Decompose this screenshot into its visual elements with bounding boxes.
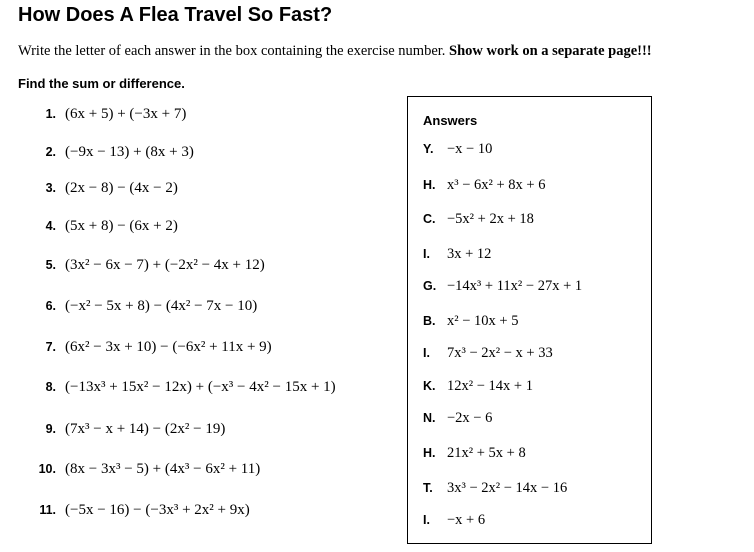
problem-expression: (5x + 8) − (6x + 2) xyxy=(65,217,178,234)
problem-item xyxy=(28,293,257,319)
answer-expression: −2x − 6 xyxy=(447,409,493,426)
answer-item xyxy=(423,174,545,196)
problem-expression: (−5x − 16) − (−3x³ + 2x² + 9x) xyxy=(65,501,250,518)
problem-item xyxy=(28,416,225,442)
answer-letter: K. xyxy=(423,379,436,393)
answer-letter: B. xyxy=(423,314,436,328)
problem-item xyxy=(28,252,265,278)
answer-item xyxy=(423,208,534,230)
problem-number: 8. xyxy=(45,380,56,394)
problem-expression: (2x − 8) − (4x − 2) xyxy=(65,179,178,196)
answer-letter: I. xyxy=(423,346,430,360)
problem-number: 5. xyxy=(45,258,56,272)
answer-expression: −x − 10 xyxy=(447,140,493,157)
answer-item xyxy=(423,342,553,364)
problem-item xyxy=(28,175,178,201)
answer-item xyxy=(423,477,567,499)
answer-letter: Y. xyxy=(423,142,434,156)
problem-item xyxy=(28,497,250,523)
answer-item xyxy=(423,375,533,397)
answer-item xyxy=(423,243,491,265)
answer-letter: C. xyxy=(423,212,436,226)
problem-expression: (−9x − 13) + (8x + 3) xyxy=(65,143,194,160)
answer-letter: H. xyxy=(423,178,436,192)
answer-expression: x² − 10x + 5 xyxy=(447,312,519,329)
problem-item xyxy=(28,101,186,127)
problem-expression: (−x² − 5x + 8) − (4x² − 7x − 10) xyxy=(65,297,258,314)
answer-letter: G. xyxy=(423,279,437,293)
answer-letter: H. xyxy=(423,446,436,460)
problem-expression: (7x³ − x + 14) − (2x² − 19) xyxy=(65,420,226,437)
problem-number: 2. xyxy=(45,145,56,159)
answer-expression: 3x + 12 xyxy=(447,245,492,262)
problem-number: 1. xyxy=(45,107,56,121)
answer-item xyxy=(423,310,518,332)
problem-expression: (6x + 5) + (−3x + 7) xyxy=(65,105,187,122)
answer-letter: T. xyxy=(423,481,433,495)
answer-expression: x³ − 6x² + 8x + 6 xyxy=(447,176,546,193)
problem-number: 4. xyxy=(45,219,56,233)
answer-expression: 3x³ − 2x² − 14x − 16 xyxy=(447,479,568,496)
problem-number: 7. xyxy=(45,340,56,354)
problem-expression: (−13x³ + 15x² − 12x) + (−x³ − 4x² − 15x + 1) xyxy=(65,378,336,395)
answer-item xyxy=(423,407,492,429)
answer-expression: 21x² + 5x + 8 xyxy=(447,444,526,461)
page-title: How Does A Flea Travel So Fast? xyxy=(18,4,333,26)
problem-item xyxy=(28,374,336,400)
answer-letter: N. xyxy=(423,411,436,425)
answer-expression: 7x³ − 2x² − x + 33 xyxy=(447,344,553,361)
answers-title: Answers xyxy=(423,113,478,128)
answer-item xyxy=(423,138,492,160)
answer-expression: −5x² + 2x + 18 xyxy=(447,210,534,227)
answer-item xyxy=(423,442,526,464)
problem-item xyxy=(28,334,272,360)
problem-expression: (8x − 3x³ − 5) + (4x³ − 6x² + 11) xyxy=(65,460,261,477)
answers-box xyxy=(407,96,652,544)
answer-letter: I. xyxy=(423,247,430,261)
problem-expression: (6x² − 3x + 10) − (−6x² + 11x + 9) xyxy=(65,338,272,355)
answer-expression: −14x³ + 11x² − 27x + 1 xyxy=(447,277,583,294)
instructions-emphasis: Show work on a separate page!!! xyxy=(449,43,652,59)
problem-item xyxy=(28,139,194,165)
problem-expression: (3x² − 6x − 7) + (−2x² − 4x + 12) xyxy=(65,256,265,273)
problem-item xyxy=(28,456,260,482)
problem-number: 9. xyxy=(45,422,56,436)
answer-item xyxy=(423,509,485,531)
answer-expression: −x + 6 xyxy=(447,511,486,528)
instructions xyxy=(18,43,652,60)
problem-number: 10. xyxy=(38,462,56,476)
answer-item xyxy=(423,275,582,297)
problem-item xyxy=(28,213,178,239)
problem-number: 11. xyxy=(39,503,56,517)
problem-number: 6. xyxy=(45,299,56,313)
problem-number: 3. xyxy=(45,181,56,195)
instructions-text: Write the letter of each answer in the box containing the exercise number. xyxy=(18,43,450,59)
section-heading: Find the sum or difference. xyxy=(18,76,185,91)
answer-letter: I. xyxy=(423,513,430,527)
answer-expression: 12x² − 14x + 1 xyxy=(447,377,533,394)
